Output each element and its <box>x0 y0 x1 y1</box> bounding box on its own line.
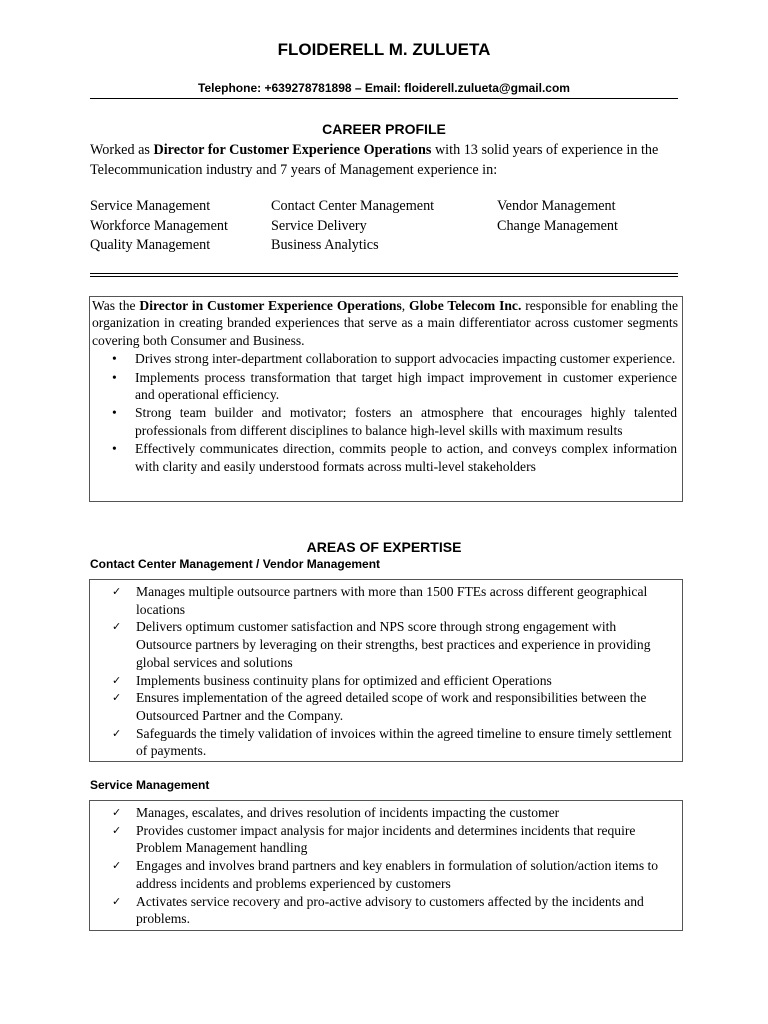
bullet-icon: • <box>112 369 117 385</box>
list-item-text: Delivers optimum customer satisfaction and NPS score through strong engagement with Outsource partners by leveraging on their strengths, best practices and experience in providing global services and solutions <box>136 619 651 670</box>
skill-item: Contact Center Management <box>271 198 435 214</box>
list-item <box>90 672 682 690</box>
candidate-name: FLOIDERELL M. ZULUETA <box>277 40 491 59</box>
skill-item: Vendor Management <box>497 198 616 214</box>
skill-item: Service Management <box>90 198 211 214</box>
checkmark-icon: ✓ <box>112 691 122 705</box>
header-divider <box>90 98 678 99</box>
intro-suffix: with 13 solid years of experience in the Telecommunication industry and 7 years of Management experience in: <box>90 142 659 178</box>
checkmark-icon: ✓ <box>112 894 122 908</box>
checkmark-icon: ✓ <box>112 859 122 873</box>
bullet-icon: • <box>112 441 117 457</box>
list-item <box>90 404 682 439</box>
list-item <box>90 857 682 892</box>
checkmark-icon: ✓ <box>112 806 122 819</box>
lead-prefix: Was the <box>92 298 140 313</box>
list-item-text: Safeguards the timely validation of invoices within the agreed timeline to ensure timely settlement of payments. <box>136 725 672 759</box>
list-item <box>90 618 682 671</box>
expertise-title: AREAS OF EXPERTISE <box>306 539 462 555</box>
list-item-text: Implements process transformation that target high impact improvement in customer experience and operational efficiency. <box>135 369 677 403</box>
list-item-text: Activates service recovery and pro-active advisory to customers affected by the incidents and problems. <box>136 893 644 927</box>
list-item-text: Drives strong inter-department collaboration to support advocacies impacting customer experience. <box>135 351 676 367</box>
role-summary-box <box>89 296 683 502</box>
checkmark-icon: ✓ <box>112 673 122 687</box>
list-item-text: Strong team builder and motivator; fosters an atmosphere that encourages highly talented professionals from different disciplines to balance high-level skills with maximum results <box>135 405 677 438</box>
expertise-box-service-management <box>89 800 683 931</box>
intro-prefix: Worked as <box>90 142 154 158</box>
role-bullet-list <box>90 350 682 475</box>
list-item-text: Effectively communicates direction, commits people to action, and conveys complex information with clarity and easily understood formats across multi-level stakeholders <box>135 441 677 474</box>
list-item <box>90 350 682 367</box>
intro-role: Director for Customer Experience Operations <box>153 142 432 158</box>
list-item-text: Manages, escalates, and drives resolution of incidents impacting the customer <box>136 805 560 820</box>
list-item-text: Ensures implementation of the agreed detailed scope of work and responsibilities between the Outsourced Partner and the Company. <box>136 690 647 723</box>
checkmark-icon: ✓ <box>112 823 122 837</box>
check-list <box>90 583 682 760</box>
list-item-text: Implements business continuity plans for optimized and efficient Operations <box>136 672 552 688</box>
expertise-subheading: Service Management <box>90 778 210 792</box>
career-profile-title: CAREER PROFILE <box>322 121 446 137</box>
checkmark-icon: ✓ <box>112 585 122 598</box>
lead-comma: , <box>401 298 410 313</box>
lead-suffix: responsible for enabling the organization in creating branded experiences that serve as a main differentiator across customer segments covering both Consumer and Business. <box>92 298 678 348</box>
list-item-text: Manages multiple outsource partners with more than 1500 FTEs across different geographical locations <box>136 584 648 617</box>
list-item-text: Engages and involves brand partners and key enablers in formulation of solution/action items to address incidents and problems experienced by customers <box>136 858 659 891</box>
list-item <box>90 725 682 760</box>
skill-item: Service Delivery <box>271 217 367 234</box>
bullet-icon: • <box>112 405 117 421</box>
checkmark-icon: ✓ <box>112 620 122 634</box>
bullet-icon: • <box>112 351 117 367</box>
section-divider <box>90 273 678 277</box>
skill-item: Business Analytics <box>271 237 379 253</box>
expertise-box-contact-center <box>89 579 683 762</box>
list-item <box>90 689 682 724</box>
list-item <box>90 893 682 928</box>
skill-item: Workforce Management <box>90 217 228 234</box>
list-item <box>90 440 682 475</box>
list-item <box>90 804 682 822</box>
career-profile-intro <box>90 141 678 180</box>
checkmark-icon: ✓ <box>112 726 122 740</box>
lead-company: Globe Telecom Inc. <box>409 298 522 313</box>
list-item <box>90 369 682 404</box>
contact-line: Telephone: +639278781898 – Email: floiderell.zulueta@gmail.com <box>198 81 570 95</box>
list-item <box>90 583 682 618</box>
expertise-subheading: Contact Center Management / Vendor Management <box>90 557 381 571</box>
skill-item: Change Management <box>497 217 618 234</box>
check-list <box>90 804 682 928</box>
skill-item: Quality Management <box>90 237 211 253</box>
list-item-text: Provides customer impact analysis for major incidents and determines incidents that require Problem Management handling <box>136 822 636 856</box>
list-item <box>90 822 682 857</box>
role-summary-lead <box>90 297 682 349</box>
lead-title: Director in Customer Experience Operations <box>139 298 402 313</box>
